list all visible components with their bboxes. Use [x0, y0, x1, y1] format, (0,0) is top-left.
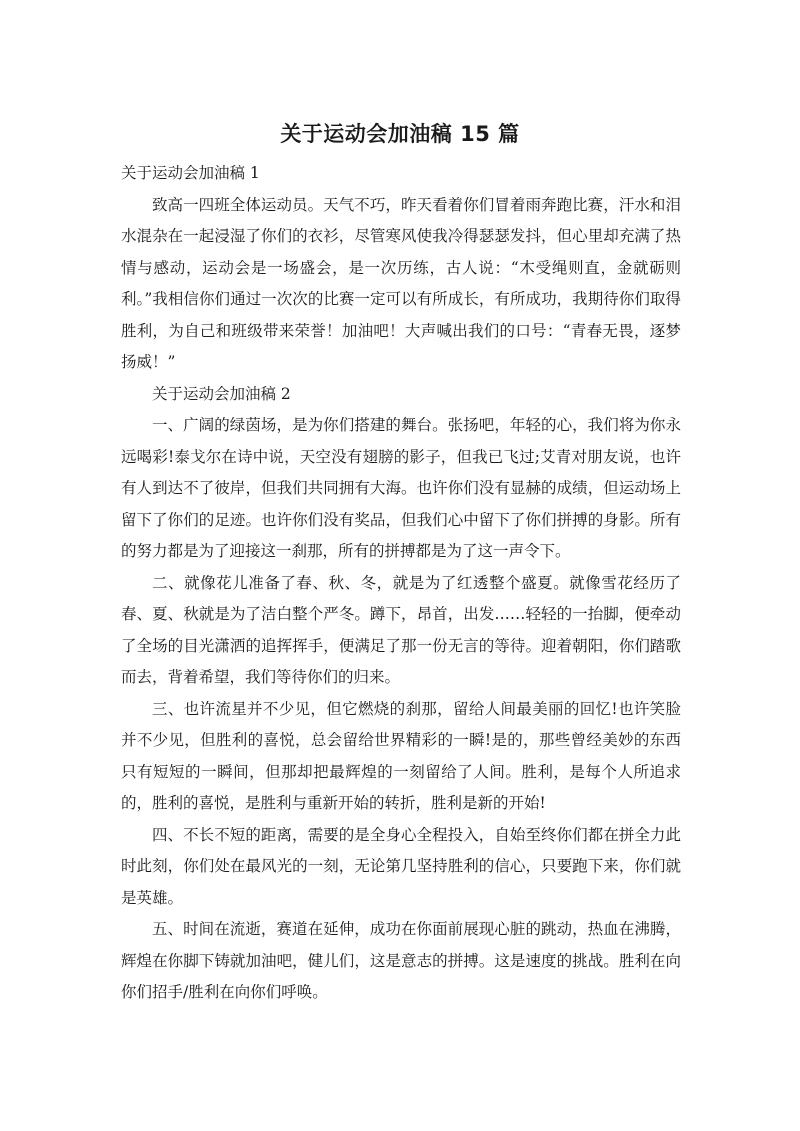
paragraph: 二、就像花儿准备了春、秋、冬，就是为了红透整个盛夏。就像雪花经历了春、夏、秋就是为了洁白整个严冬。蹲下，昂首，出发……轻轻的一抬脚，便牵动了全场的目光潇洒的追挥挥手，便满足了那一份无言的等待。迎着朝阳，你们踏歌而去，背着希望，我们等待你们的归来。 — [121, 573, 681, 686]
paragraph: 五、时间在流逝，赛道在延伸，成功在你面前展现心脏的跳动，热血在沸腾，辉煌在你脚下铸就加油吧，健儿们，这是意志的拼搏。这是速度的挑战。胜利在向你们招手/胜利在向你们呼唤。 — [121, 920, 681, 1001]
paragraph: 致高一四班全体运动员。天气不巧，昨天看着你们冒着雨奔跑比赛，汗水和泪水混杂在一起浸湿了你们的衣衫，尽管寒风使我冷得瑟瑟发抖，但心里却充满了热情与感动，运动会是一场盛会，是一次历练，古人说：“木受绳则直，金就砺则利。”我相信你们通过一次次的比赛一定可以有所成长，有所成功，我期待你们取得胜利，为自己和班级带来荣誉！加油吧！大声喊出我们的口号：“青春无畏，逐梦扬威！” — [121, 195, 681, 371]
document-body — [121, 158, 681, 1009]
section-heading-2: 关于运动会加油稿 2 — [152, 384, 291, 403]
paragraph: 三、也许流星并不少见，但它燃烧的刹那，留给人间最美丽的回忆!也许笑脸并不少见，但胜利的喜悦，总会留给世界精彩的一瞬!是的，那些曾经美妙的东西只有短短的一瞬间，但那却把最辉煌的一刻留给了人间。胜利，是每个人所追求的，胜利的喜悦，是胜利与重新开始的转折，胜利是新的开始! — [121, 699, 681, 812]
paragraph: 一、广阔的绿茵场，是为你们搭建的舞台。张扬吧，年轻的心，我们将为你永远喝彩!泰戈尔在诗中说，天空没有翅膀的影子，但我已飞过;艾青对朋友说，也许有人到达不了彼岸，但我们共同拥有大海。也许你们没有显赫的成绩，但运动场上留下了你们的足迹。也许你们没有奖品，但我们心中留下了你们拼搏的身影。所有的努力都是为了迎接这一刹那，所有的拼搏都是为了这一声令下。 — [121, 416, 681, 560]
paragraph: 四、不长不短的距离，需要的是全身心全程投入，自始至终你们都在拼全力此时此刻，你们处在最风光的一刻，无论第几坚持胜利的信心，只要跑下来，你们就是英雄。 — [121, 825, 681, 907]
document-title: 关于运动会加油稿 15 篇 — [280, 122, 520, 146]
section-heading-1: 关于运动会加油稿 1 — [121, 164, 260, 182]
